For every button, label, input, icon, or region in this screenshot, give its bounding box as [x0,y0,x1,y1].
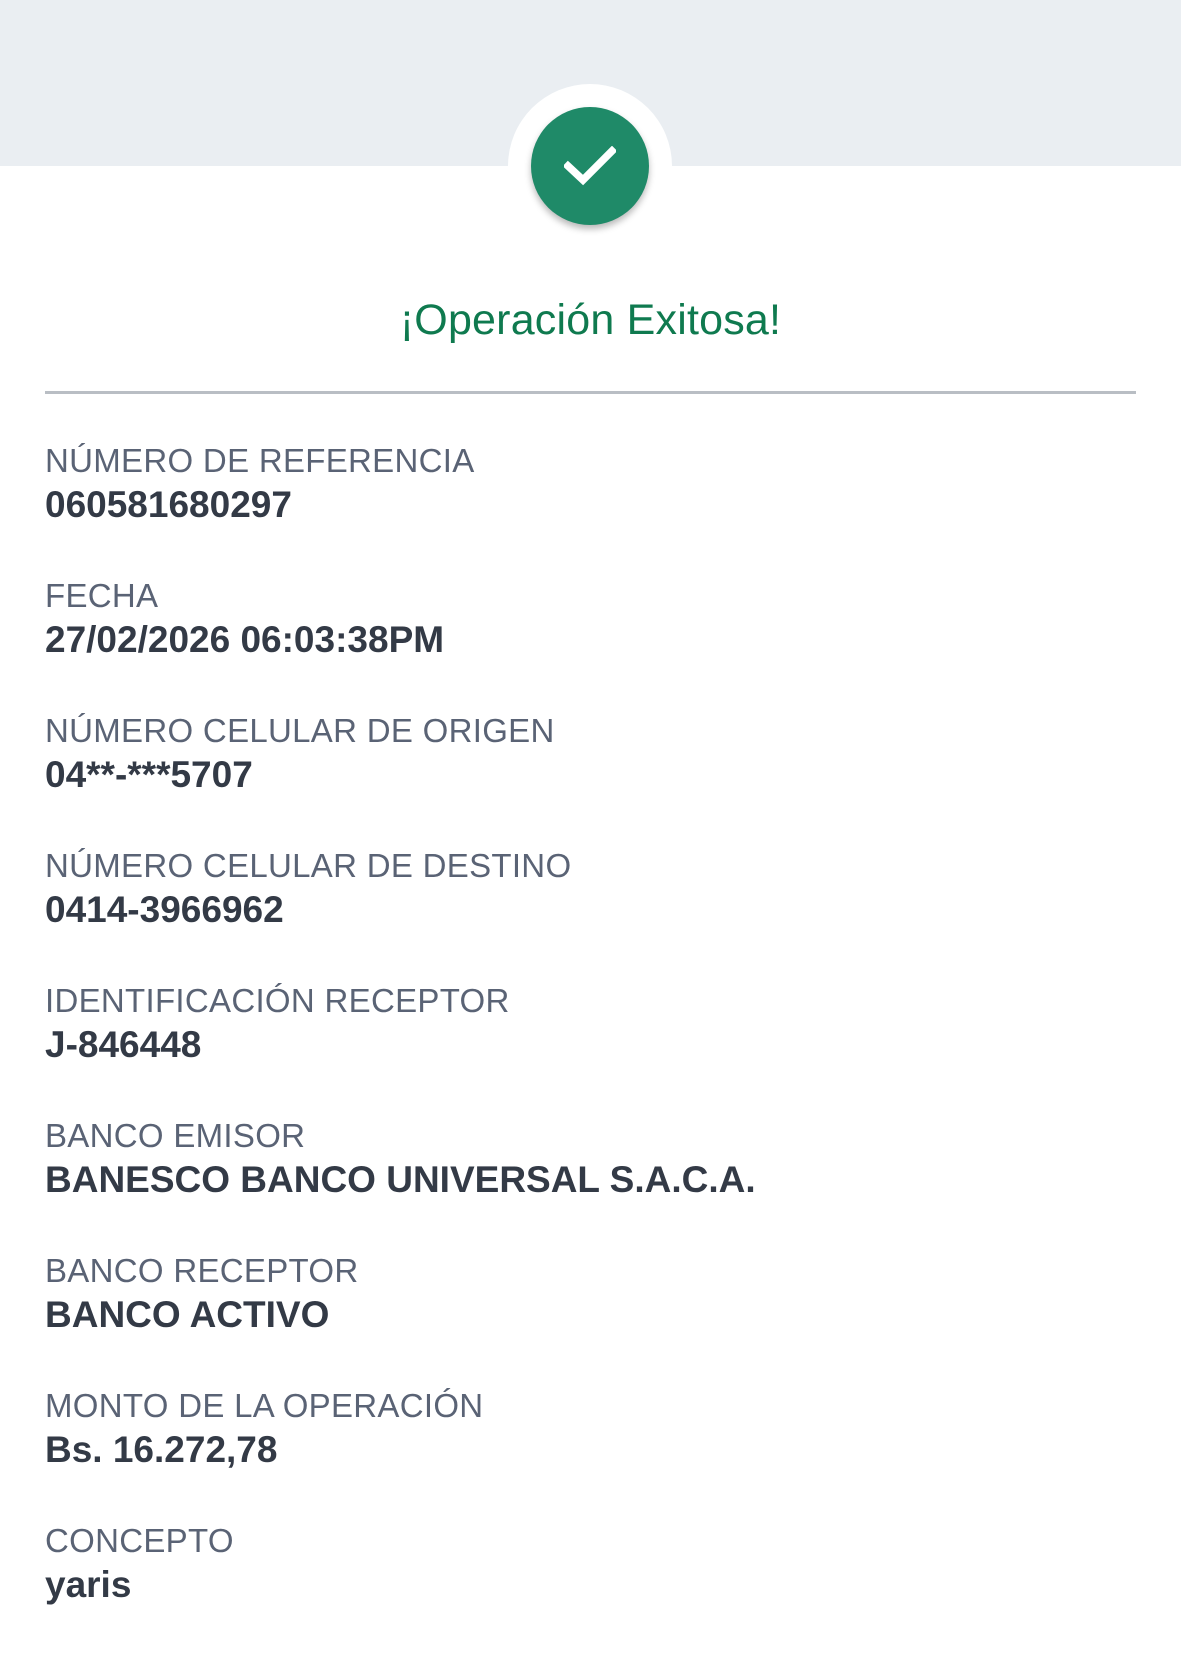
field-value: BANCO ACTIVO [45,1294,330,1335]
checkmark-icon [564,146,616,186]
field-label: NÚMERO DE REFERENCIA [45,442,475,479]
field-receiver-id [45,980,1136,1115]
field-origin-phone [45,710,1136,845]
field-label: BANCO RECEPTOR [45,1252,359,1289]
field-label: NÚMERO CELULAR DE DESTINO [45,847,572,884]
field-destination-phone [45,845,1136,980]
field-value: Bs. 16.272,78 [45,1429,278,1470]
field-value: 04**-***5707 [45,754,253,795]
check-circle-icon [531,107,649,225]
field-value: 0414-3966962 [45,889,284,930]
field-date [45,575,1136,710]
divider [45,391,1136,394]
field-value: yaris [45,1564,132,1605]
field-label: IDENTIFICACIÓN RECEPTOR [45,982,510,1019]
page-title: ¡Operación Exitosa! [399,296,782,344]
field-label: CONCEPTO [45,1522,234,1559]
field-value: BANESCO BANCO UNIVERSAL S.A.C.A. [45,1159,756,1200]
field-value: 27/02/2026 06:03:38PM [45,619,445,660]
field-value: 060581680297 [45,484,292,525]
field-reference-number [45,440,1136,575]
field-label: FECHA [45,577,159,614]
field-amount [45,1385,1136,1520]
field-value: J-846448 [45,1024,202,1065]
field-label: BANCO EMISOR [45,1117,306,1154]
field-concept [45,1520,1136,1655]
operation-details [45,440,1136,1655]
field-label: MONTO DE LA OPERACIÓN [45,1387,484,1424]
field-label: NÚMERO CELULAR DE ORIGEN [45,712,555,749]
field-issuing-bank [45,1115,1136,1250]
field-receiving-bank [45,1250,1136,1385]
